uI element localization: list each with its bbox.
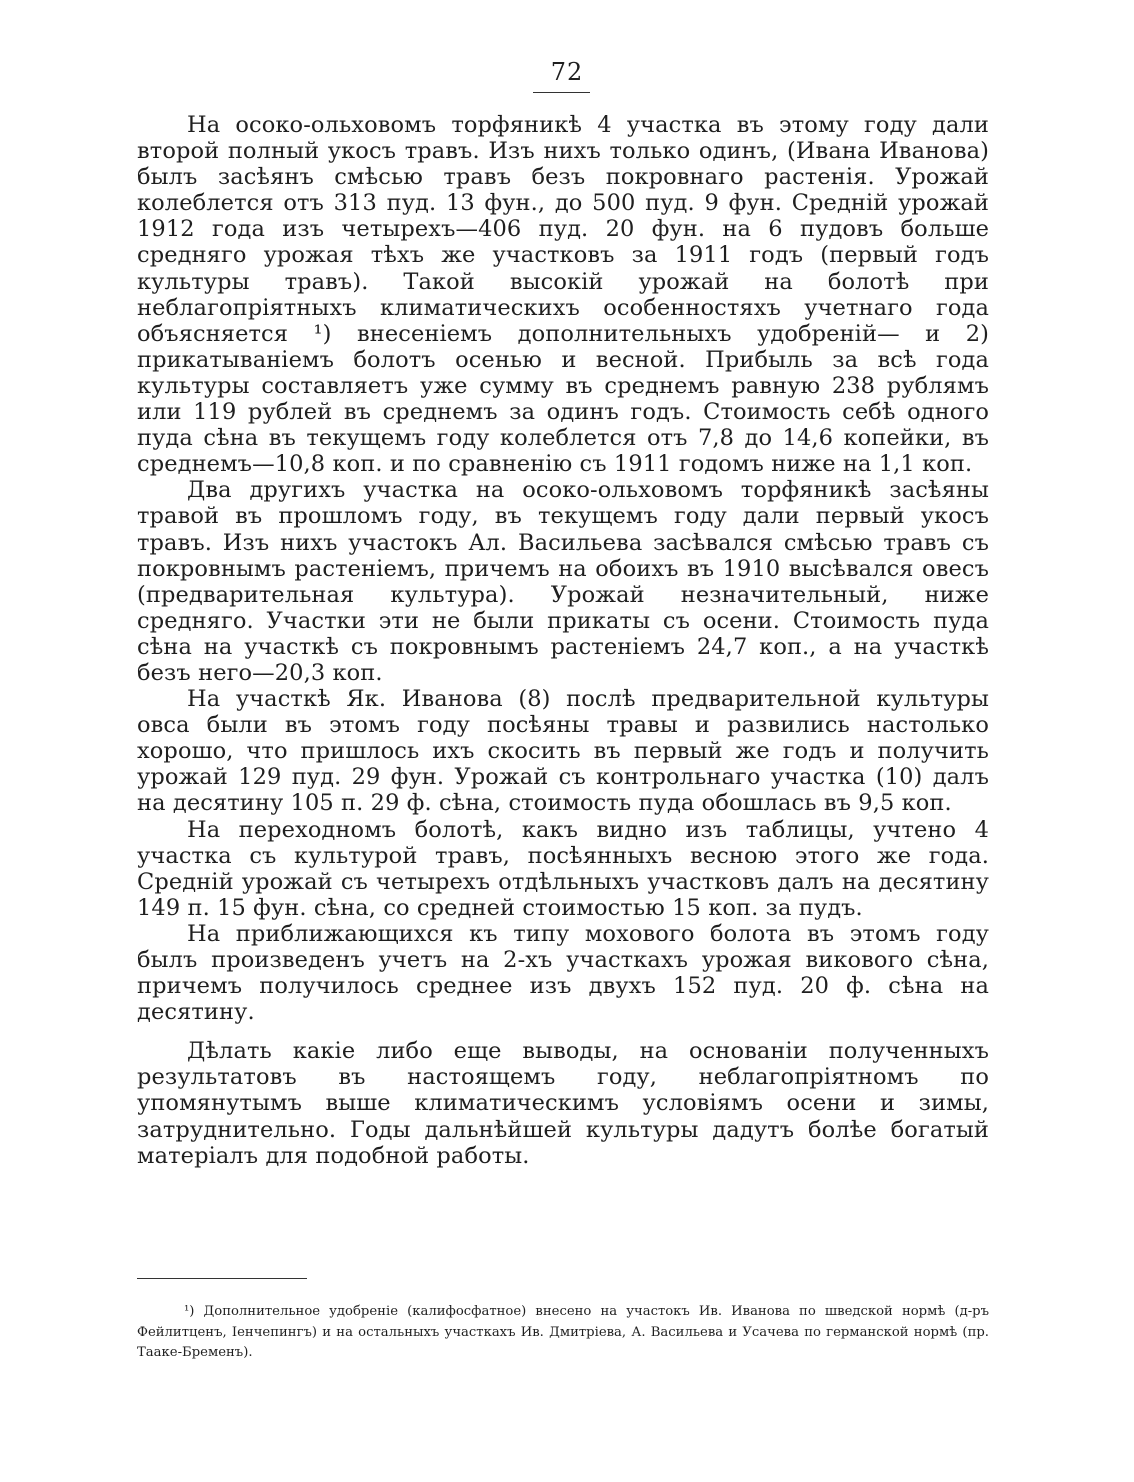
paragraph-6: Дѣлать какіе либо еще выводы, на основаніи полученныхъ результатовъ въ настоящемъ году, неблагопріятномъ по упомянутымъ выше климатическимъ условіямъ осени и зимы, затруднительно. Годы дальнѣйшей культуры дадутъ болѣе богатый матеріалъ для подобной работы. [137,1038,989,1169]
page-number: 72 [550,58,584,86]
body-text [137,112,989,1169]
paragraph-5: На приближающихся къ типу мохового болота въ этомъ году былъ произведенъ учетъ на 2-хъ участкахъ урожая викового сѣна, причемъ получилось среднее изъ двухъ 152 пуд. 20 ф. сѣна на десятину. [137,920,989,1026]
paragraph-2: Два другихъ участка на осоко-ольховомъ торфяникѣ засѣяны травой въ прошломъ году, въ текущемъ году дали первый укосъ травъ. Изъ нихъ участокъ Ал. Васильева засѣвался смѣсью травъ съ покровнымъ растеніемъ, причемъ на обоихъ въ 1910 высѣвался овесъ (предварительная культура). Урожай незначительный, ниже средняго. Участки эти не были прикаты съ осени. Стоимость пуда сѣна на участкѣ съ покровнымъ растеніемъ 24,7 коп., а на участкѣ безъ него—20,3 коп. [137,477,989,686]
footnote: ¹) Дополнительное удобреніе (калифосфатное) внесено на участокъ Ив. Иванова по шведской нормѣ (д-ръ Фейлитценъ, Іенчепингъ) и на остальныхъ участкахъ Ив. Дмитріева, А. Васильева и Усачева по германской нормѣ (пр. Тааке-Бременъ). [137,1304,989,1360]
paragraph-1: На осоко-ольховомъ торфяникѣ 4 участка въ этому году дали второй полный укосъ травъ. Изъ нихъ только одинъ, (Ивана Иванова) былъ засѣянъ смѣсью травъ безъ покровнаго растенія. Урожай колеблется отъ 313 пуд. 13 фун., до 500 пуд. 9 фун. Средній урожай 1912 года изъ четырехъ—406 пуд. 20 фун. на 6 пудовъ больше средняго урожая тѣхъ же участковъ за 1911 годъ (первый годъ культуры травъ). Такой высокій урожай на болотѣ при неблагопріятныхъ климатическихъ особенностяхъ учетнаго года объясняется ¹) внесеніемъ дополнительныхъ удобреній— и 2) прикатываніемъ болотъ осенью и весной. Прибыль за всѣ года культуры составляетъ уже сумму въ среднемъ равную 238 рублямъ или 119 рублей въ среднемъ за одинъ годъ. Стоимость себѣ одного пуда сѣна въ текущемъ году колеблется отъ 7,8 до 14,6 копейки, въ среднемъ—10,8 коп. и по сравненію съ 1911 годомъ ниже на 1,1 коп. [137,112,989,478]
footnote-separator [137,1278,307,1279]
paragraph-3: На участкѣ Як. Иванова (8) послѣ предварительной культуры овса были въ этомъ году посѣяны травы и развились настолько хорошо, что пришлось ихъ скосить въ первый же годъ и получить урожай 129 пуд. 29 фун. Урожай съ контрольнаго участка (10) далъ на десятину 105 п. 29 ф. сѣна, стоимость пуда обошлась въ 9,5 коп. [137,686,989,817]
page-number-underline [533,92,590,93]
paragraph-4: На переходномъ болотѣ, какъ видно изъ таблицы, учтено 4 участка съ культурой травъ, посѣянныхъ весною этого же года. Средній урожай съ четырехъ отдѣльныхъ участковъ далъ на десятину 149 п. 15 фун. сѣна, со средней стоимостью 15 коп. за пудъ. [137,816,989,921]
